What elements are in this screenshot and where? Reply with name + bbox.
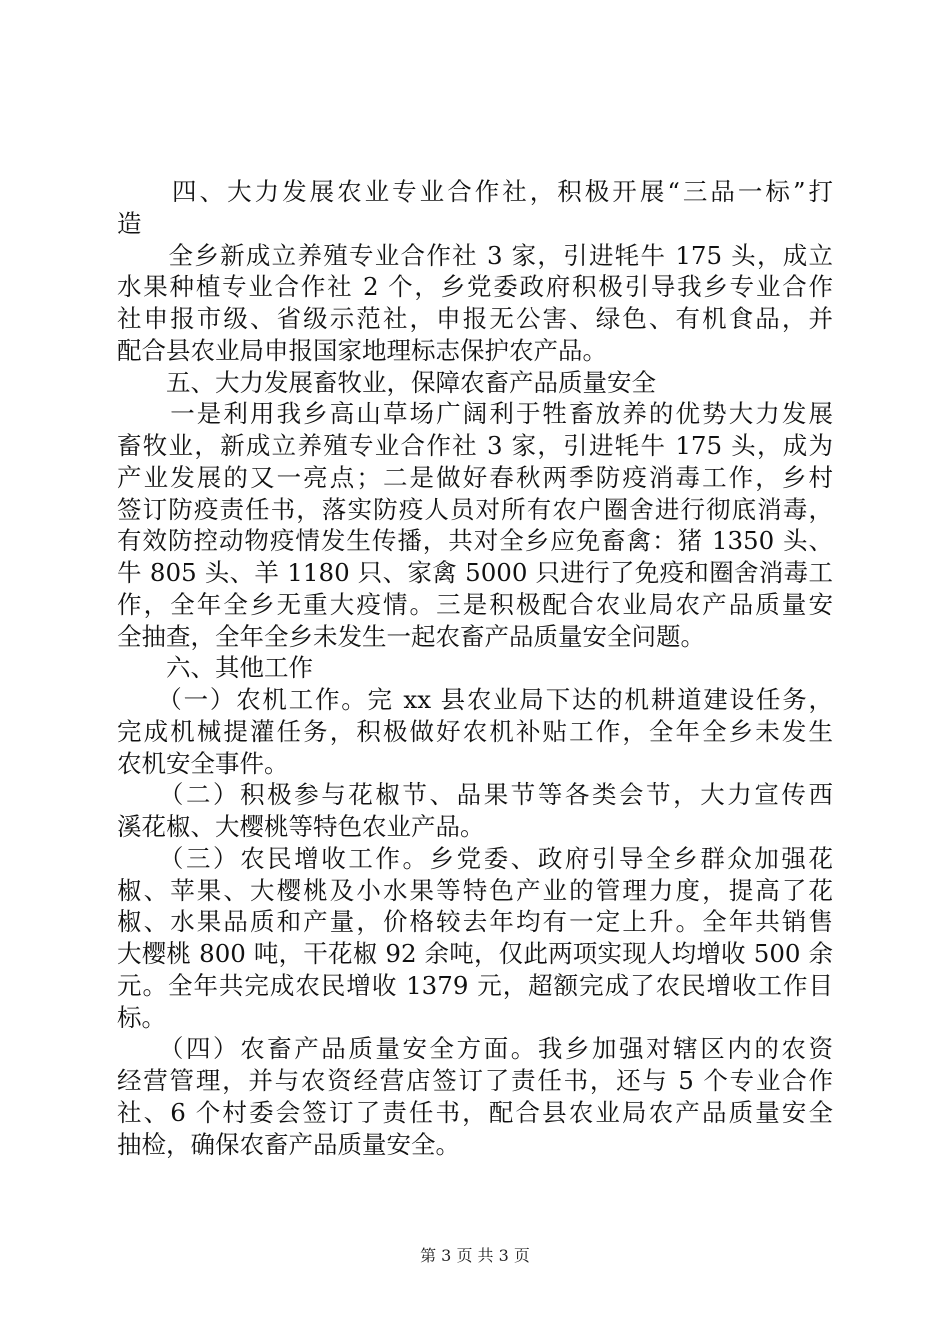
text-line: 签订防疫责任书，落实防疫人员对所有农户圈舍进行彻底消毒， xyxy=(117,494,833,524)
text-line: 全抽查，全年全乡未发生一起农畜产品质量安全问题。 xyxy=(117,621,705,651)
text-line: 有效防控动物疫情发生传播，共对全乡应免畜禽：猪 1350 头、 xyxy=(117,526,833,556)
text-line: 社、6 个村委会签订了责任书，配合县农业局农产品质量安全 xyxy=(117,1097,833,1127)
text-line: 椒、水果品质和产量，价格较去年均有一定上升。全年共销售 xyxy=(117,907,833,937)
text-line: 全乡新成立养殖专业合作社 3 家，引进牦牛 175 头，成立 xyxy=(117,240,833,270)
text-line: 椒、苹果、大樱桃及小水果等特色产业的管理力度，提高了花 xyxy=(117,875,833,905)
text-line: （三）农民增收工作。乡党委、政府引导全乡群众加强花 xyxy=(117,843,833,873)
text-line: 完成机械提灌任务，积极做好农机补贴工作，全年全乡未发生 xyxy=(117,716,833,746)
text-line: （二）积极参与花椒节、品果节等各类会节，大力宣传西 xyxy=(117,780,833,810)
text-line: 抽检，确保农畜产品质量安全。 xyxy=(117,1129,460,1159)
text-line: 水果种植专业合作社 2 个，乡党委政府积极引导我乡专业合作 xyxy=(117,272,833,302)
text-line: 造 xyxy=(117,208,142,238)
text-line: 四、大力发展农业专业合作社，积极开展“三品一标”打 xyxy=(117,177,833,206)
text-line: 标。 xyxy=(117,1002,166,1032)
text-line: 五、大力发展畜牧业，保障农畜产品质量安全 xyxy=(117,367,656,397)
text-line: 农机安全事件。 xyxy=(117,748,289,778)
text-line: 大樱桃 800 吨，干花椒 92 余吨，仅此两项实现人均增收 500 余 xyxy=(117,939,833,968)
document-body xyxy=(117,176,833,1160)
text-line: （四）农畜产品质量安全方面。我乡加强对辖区内的农资 xyxy=(117,1034,833,1064)
text-line: 元。全年共完成农民增收 1379 元，超额完成了农民增收工作目 xyxy=(117,970,833,1000)
text-line: 一是利用我乡高山草场广阔利于牲畜放养的优势大力发展 xyxy=(117,399,833,429)
text-line: 畜牧业，新成立养殖专业合作社 3 家，引进牦牛 175 头，成为 xyxy=(117,431,833,460)
page-number-footer: 第 3 页 共 3 页 xyxy=(420,1246,530,1265)
text-line: （一）农机工作。完 xx 县农业局下达的机耕道建设任务， xyxy=(117,685,833,714)
text-line: 六、其他工作 xyxy=(117,653,313,683)
text-line: 作，全年全乡无重大疫情。三是积极配合农业局农产品质量安 xyxy=(117,589,833,619)
text-line: 社申报市级、省级示范社，申报无公害、绿色、有机食品，并 xyxy=(117,304,833,333)
text-line: 产业发展的又一亮点；二是做好春秋两季防疫消毒工作，乡村 xyxy=(117,462,833,492)
text-line: 溪花椒、大樱桃等特色农业产品。 xyxy=(117,812,485,841)
text-line: 配合县农业局申报国家地理标志保护农产品。 xyxy=(117,335,607,365)
text-line: 牛 805 头、羊 1180 只、家禽 5000 只进行了免疫和圈舍消毒工 xyxy=(117,558,833,587)
text-line: 经营管理，并与农资经营店签订了责任书，还与 5 个专业合作 xyxy=(117,1066,833,1095)
